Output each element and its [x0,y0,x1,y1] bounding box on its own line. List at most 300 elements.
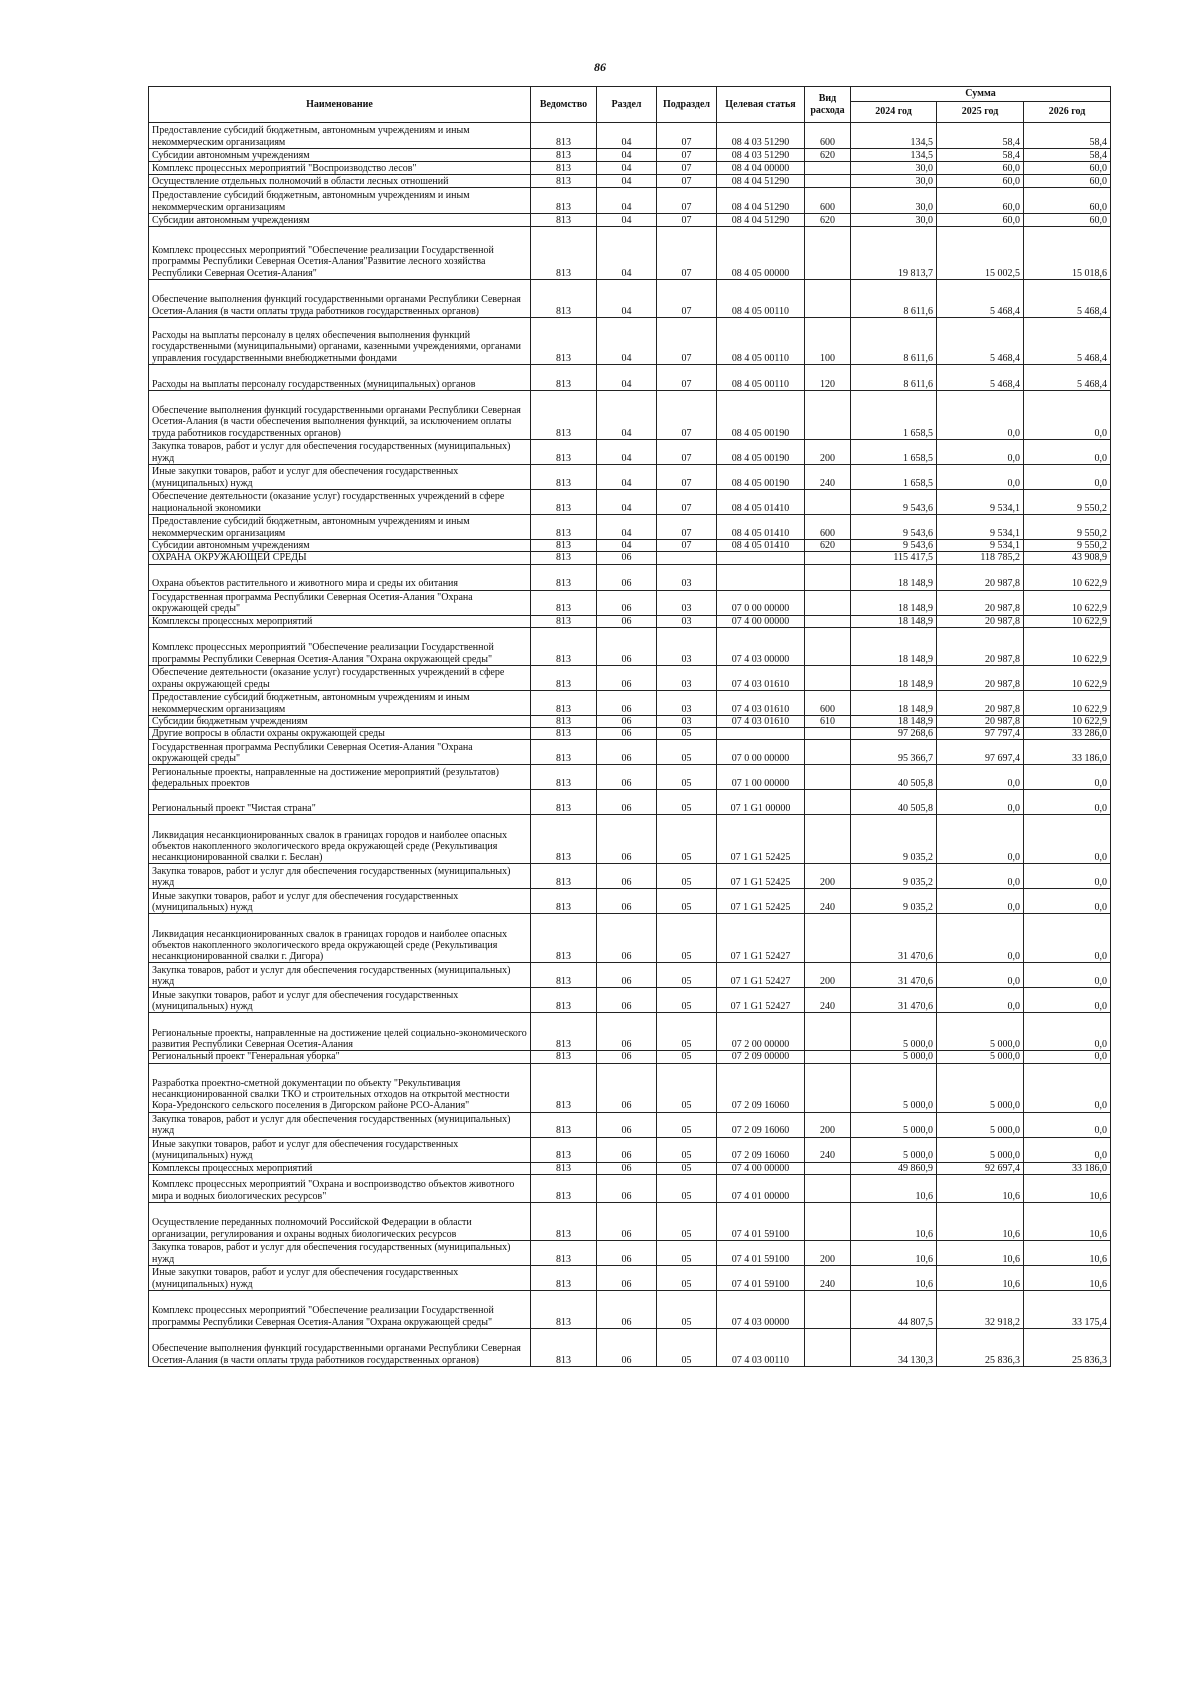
cell-2024: 5 000,0 [851,1051,937,1063]
cell-2025: 9 534,1 [937,515,1024,540]
cell-2026: 10,6 [1024,1241,1111,1266]
table-header [149,87,1111,123]
cell-dept: 813 [531,914,597,963]
cell-name: Иные закупки товаров, работ и услуг для обеспечения государственных (муниципальных) нужд [149,1266,531,1291]
cell-2026: 0,0 [1024,1013,1111,1051]
cell-2024: 49 860,9 [851,1162,937,1174]
cell-2025: 60,0 [937,162,1024,175]
header-dept: Ведомство [531,87,597,123]
table-row [149,540,1111,552]
cell-2024: 31 470,6 [851,963,937,988]
cell-name: Предоставление субсидий бюджетным, автономным учреждениям и иным некоммерческим организациям [149,123,531,149]
cell-2026: 10,6 [1024,1175,1111,1203]
cell-section: 06 [597,963,657,988]
table-row [149,280,1111,318]
cell-2025: 0,0 [937,815,1024,864]
cell-dept: 813 [531,1329,597,1367]
cell-2024: 8 611,6 [851,318,937,365]
cell-type [805,815,851,864]
cell-name: Предоставление субсидий бюджетным, автономным учреждениям и иным некоммерческим организациям [149,188,531,214]
cell-2024: 10,6 [851,1266,937,1291]
cell-subsection: 03 [657,615,717,627]
cell-dept: 813 [531,740,597,765]
cell-subsection: 05 [657,765,717,790]
cell-subsection: 03 [657,690,717,715]
table-row [149,690,1111,715]
cell-subsection: 05 [657,1203,717,1241]
cell-dept: 813 [531,988,597,1013]
cell-section: 04 [597,515,657,540]
cell-section: 06 [597,615,657,627]
cell-2026: 0,0 [1024,1137,1111,1162]
cell-name: Региональные проекты, направленные на достижение мероприятий (результатов) федеральных проектов [149,765,531,790]
cell-name: Ликвидация несанкционированных свалок в границах городов и наиболее опасных объектов накопленного экологического вреда окружающей среде (Рекультивация несанкционированной свалки г. Беслан) [149,815,531,864]
cell-2025: 0,0 [937,914,1024,963]
cell-name: Закупка товаров, работ и услуг для обеспечения государственных (муниципальных) нужд [149,1112,531,1137]
cell-type: 600 [805,515,851,540]
cell-2026: 10,6 [1024,1266,1111,1291]
cell-2025: 9 534,1 [937,540,1024,552]
cell-name: Государственная программа Республики Северная Осетия-Алания "Охрана окружающей среды" [149,740,531,765]
cell-dept: 813 [531,765,597,790]
table-row [149,715,1111,727]
cell-type [805,627,851,665]
cell-type [805,1162,851,1174]
cell-name: Комплекс процессных мероприятий "Обеспечение реализации Государственной программы Республики Северная Осетия-Алания "Охрана окружающей среды" [149,1291,531,1329]
cell-dept: 813 [531,1175,597,1203]
cell-2025: 5 000,0 [937,1063,1024,1112]
cell-section: 06 [597,914,657,963]
cell-2025: 20 987,8 [937,690,1024,715]
cell-section: 06 [597,1203,657,1241]
cell-2025: 20 987,8 [937,564,1024,590]
cell-section: 04 [597,227,657,280]
cell-dept: 813 [531,318,597,365]
cell-type: 240 [805,1137,851,1162]
cell-type [805,1063,851,1112]
table-row [149,790,1111,815]
cell-2026: 60,0 [1024,175,1111,188]
cell-subsection: 05 [657,1137,717,1162]
cell-2025: 20 987,8 [937,715,1024,727]
cell-name: Комплексы процессных мероприятий [149,1162,531,1174]
table-row [149,1051,1111,1063]
table-row [149,440,1111,465]
cell-type: 200 [805,1241,851,1266]
cell-2026: 60,0 [1024,162,1111,175]
cell-dept: 813 [531,214,597,227]
cell-subsection: 05 [657,1013,717,1051]
cell-2024: 9 543,6 [851,515,937,540]
cell-type [805,280,851,318]
cell-2025: 92 697,4 [937,1162,1024,1174]
cell-2026: 0,0 [1024,889,1111,914]
cell-2025: 10,6 [937,1203,1024,1241]
cell-type [805,227,851,280]
cell-2024: 18 148,9 [851,665,937,690]
cell-subsection: 05 [657,1329,717,1367]
cell-name: Осуществление переданных полномочий Российской Федерации в области организации, регулирования и охраны водных биологических ресурсов [149,1203,531,1241]
cell-2025: 15 002,5 [937,227,1024,280]
table-row [149,590,1111,615]
cell-2026: 9 550,2 [1024,515,1111,540]
cell-section: 06 [597,690,657,715]
cell-type [805,615,851,627]
cell-2026: 58,4 [1024,123,1111,149]
cell-target: 07 4 03 01610 [717,665,805,690]
cell-type [805,740,851,765]
cell-2024: 34 130,3 [851,1329,937,1367]
cell-type: 600 [805,123,851,149]
cell-type: 600 [805,690,851,715]
cell-2024: 19 813,7 [851,227,937,280]
cell-2025: 20 987,8 [937,665,1024,690]
table-row [149,490,1111,515]
cell-subsection: 05 [657,1162,717,1174]
cell-section: 04 [597,162,657,175]
cell-name: Обеспечение выполнения функций государственными органами Республики Северная Осетия-Алания (в части оплаты труда работников государственных органов) [149,280,531,318]
cell-2024: 10,6 [851,1241,937,1266]
cell-2026: 5 468,4 [1024,318,1111,365]
cell-type: 200 [805,963,851,988]
cell-dept: 813 [531,1112,597,1137]
cell-2026: 58,4 [1024,149,1111,162]
cell-name: Обеспечение деятельности (оказание услуг) государственных учреждений в сфере охраны окружающей среды [149,665,531,690]
cell-dept: 813 [531,864,597,889]
cell-2026: 0,0 [1024,440,1111,465]
cell-2025: 10,6 [937,1266,1024,1291]
cell-dept: 813 [531,540,597,552]
cell-2024: 5 000,0 [851,1013,937,1051]
table-row [149,1329,1111,1367]
cell-dept: 813 [531,815,597,864]
cell-2024: 40 505,8 [851,790,937,815]
cell-2024: 9 035,2 [851,815,937,864]
cell-target: 07 1 G1 52425 [717,864,805,889]
cell-2025: 58,4 [937,123,1024,149]
cell-target: 07 2 09 16060 [717,1112,805,1137]
cell-section: 06 [597,1137,657,1162]
cell-dept: 813 [531,790,597,815]
cell-type [805,1013,851,1051]
cell-type [805,665,851,690]
header-subsection: Подраздел [657,87,717,123]
cell-type [805,391,851,440]
cell-target [717,564,805,590]
cell-type [805,1175,851,1203]
cell-type: 620 [805,149,851,162]
cell-2026: 10 622,9 [1024,590,1111,615]
cell-target: 08 4 05 00000 [717,227,805,280]
cell-2024: 8 611,6 [851,280,937,318]
cell-type [805,1329,851,1367]
cell-section: 06 [597,790,657,815]
table-row [149,318,1111,365]
cell-2026: 0,0 [1024,765,1111,790]
cell-dept: 813 [531,440,597,465]
cell-dept: 813 [531,1051,597,1063]
cell-2026: 10 622,9 [1024,690,1111,715]
cell-section: 06 [597,1291,657,1329]
table-row [149,815,1111,864]
cell-type: 600 [805,188,851,214]
cell-2024: 30,0 [851,162,937,175]
cell-2026: 33 286,0 [1024,728,1111,740]
cell-section: 06 [597,715,657,727]
cell-2026: 9 550,2 [1024,540,1111,552]
cell-subsection: 07 [657,162,717,175]
cell-2025: 60,0 [937,188,1024,214]
cell-2024: 97 268,6 [851,728,937,740]
cell-target: 07 4 01 00000 [717,1175,805,1203]
cell-section: 06 [597,988,657,1013]
cell-section: 06 [597,1051,657,1063]
cell-subsection: 07 [657,490,717,515]
cell-name: Закупка товаров, работ и услуг для обеспечения государственных (муниципальных) нужд [149,440,531,465]
cell-section: 04 [597,149,657,162]
cell-target: 07 4 00 00000 [717,1162,805,1174]
cell-2025: 0,0 [937,440,1024,465]
cell-subsection: 05 [657,963,717,988]
cell-name: Осуществление отдельных полномочий в области лесных отношений [149,175,531,188]
cell-section: 06 [597,1241,657,1266]
cell-2024: 1 658,5 [851,391,937,440]
table-row [149,515,1111,540]
cell-2026: 0,0 [1024,1051,1111,1063]
cell-section: 04 [597,318,657,365]
cell-2024: 31 470,6 [851,988,937,1013]
cell-dept: 813 [531,1266,597,1291]
cell-target: 07 4 03 00110 [717,1329,805,1367]
cell-section: 06 [597,1162,657,1174]
cell-2025: 10,6 [937,1241,1024,1266]
cell-2025: 5 468,4 [937,365,1024,391]
cell-type [805,552,851,564]
cell-type: 620 [805,214,851,227]
cell-subsection: 07 [657,227,717,280]
cell-target: 07 4 03 00000 [717,1291,805,1329]
cell-target: 07 4 03 01610 [717,715,805,727]
cell-dept: 813 [531,280,597,318]
cell-target: 07 2 09 16060 [717,1137,805,1162]
cell-2024: 40 505,8 [851,765,937,790]
cell-2025: 58,4 [937,149,1024,162]
cell-type [805,1203,851,1241]
cell-dept: 813 [531,1063,597,1112]
cell-name: ОХРАНА ОКРУЖАЮЩЕЙ СРЕДЫ [149,552,531,564]
cell-2026: 0,0 [1024,963,1111,988]
cell-2024: 30,0 [851,175,937,188]
cell-name: Комплекс процессных мероприятий "Обеспечение реализации Государственной программы Республики Северная Осетия-Алания "Охрана окружающей среды" [149,627,531,665]
cell-dept: 813 [531,715,597,727]
cell-target: 08 4 04 51290 [717,214,805,227]
cell-2024: 5 000,0 [851,1063,937,1112]
cell-section: 06 [597,1266,657,1291]
cell-2024: 30,0 [851,188,937,214]
cell-subsection: 03 [657,590,717,615]
cell-name: Субсидии автономным учреждениям [149,149,531,162]
cell-section: 06 [597,815,657,864]
cell-name: Субсидии автономным учреждениям [149,540,531,552]
cell-target: 08 4 03 51290 [717,123,805,149]
cell-dept: 813 [531,175,597,188]
cell-2024: 18 148,9 [851,690,937,715]
cell-2026: 60,0 [1024,188,1111,214]
cell-dept: 813 [531,728,597,740]
table-row [149,1291,1111,1329]
cell-section: 04 [597,490,657,515]
cell-target: 07 4 01 59100 [717,1203,805,1241]
cell-dept: 813 [531,1241,597,1266]
cell-name: Иные закупки товаров, работ и услуг для обеспечения государственных (муниципальных) нужд [149,988,531,1013]
table-row [149,1112,1111,1137]
cell-subsection: 07 [657,280,717,318]
cell-2025: 20 987,8 [937,590,1024,615]
cell-target: 08 4 05 00190 [717,440,805,465]
cell-2024: 5 000,0 [851,1112,937,1137]
cell-target: 07 2 09 00000 [717,1051,805,1063]
cell-2026: 60,0 [1024,214,1111,227]
cell-dept: 813 [531,1137,597,1162]
table-row [149,465,1111,490]
cell-2024: 134,5 [851,123,937,149]
cell-target [717,552,805,564]
cell-type: 200 [805,440,851,465]
table-row [149,963,1111,988]
cell-2024: 9 543,6 [851,490,937,515]
cell-name: Закупка товаров, работ и услуг для обеспечения государственных (муниципальных) нужд [149,1241,531,1266]
cell-2025: 5 000,0 [937,1051,1024,1063]
cell-2026: 10,6 [1024,1203,1111,1241]
cell-subsection: 07 [657,149,717,162]
cell-dept: 813 [531,615,597,627]
cell-2025: 25 836,3 [937,1329,1024,1367]
header-section: Раздел [597,87,657,123]
cell-type: 240 [805,988,851,1013]
cell-2026: 0,0 [1024,914,1111,963]
cell-name: Региональный проект "Генеральная уборка" [149,1051,531,1063]
cell-section: 06 [597,552,657,564]
cell-2026: 0,0 [1024,864,1111,889]
cell-target: 08 4 05 00190 [717,391,805,440]
cell-subsection [657,552,717,564]
cell-subsection: 05 [657,740,717,765]
cell-2026: 0,0 [1024,790,1111,815]
cell-2024: 18 148,9 [851,590,937,615]
cell-2026: 10 622,9 [1024,665,1111,690]
cell-name: Другие вопросы в области охраны окружающей среды [149,728,531,740]
table-row [149,188,1111,214]
cell-name: Охрана объектов растительного и животного мира и среды их обитания [149,564,531,590]
cell-2026: 25 836,3 [1024,1329,1111,1367]
cell-2026: 9 550,2 [1024,490,1111,515]
cell-name: Комплексы процессных мероприятий [149,615,531,627]
cell-target: 07 0 00 00000 [717,740,805,765]
cell-dept: 813 [531,1162,597,1174]
cell-type: 200 [805,864,851,889]
cell-subsection: 07 [657,175,717,188]
cell-2024: 44 807,5 [851,1291,937,1329]
cell-dept: 813 [531,123,597,149]
cell-2026: 0,0 [1024,1063,1111,1112]
cell-name: Региональные проекты, направленные на достижение целей социально-экономического развития Республики Северная Осетия-Алания [149,1013,531,1051]
cell-subsection: 07 [657,540,717,552]
table-row [149,123,1111,149]
cell-subsection: 07 [657,188,717,214]
cell-type: 240 [805,1266,851,1291]
cell-2025: 97 697,4 [937,740,1024,765]
cell-section: 04 [597,175,657,188]
cell-type [805,162,851,175]
cell-section: 06 [597,1013,657,1051]
cell-dept: 813 [531,149,597,162]
cell-name: Субсидии бюджетным учреждениям [149,715,531,727]
cell-dept: 813 [531,391,597,440]
cell-2026: 10 622,9 [1024,715,1111,727]
table-row [149,1175,1111,1203]
cell-2025: 5 000,0 [937,1112,1024,1137]
cell-2025: 5 000,0 [937,1137,1024,1162]
cell-2025: 9 534,1 [937,490,1024,515]
cell-name: Региональный проект "Чистая страна" [149,790,531,815]
cell-type: 240 [805,889,851,914]
cell-name: Иные закупки товаров, работ и услуг для обеспечения государственных (муниципальных) нужд [149,1137,531,1162]
cell-target: 07 1 G1 52427 [717,988,805,1013]
cell-2026: 0,0 [1024,391,1111,440]
cell-subsection: 05 [657,728,717,740]
cell-section: 06 [597,1329,657,1367]
cell-2024: 31 470,6 [851,914,937,963]
cell-target: 08 4 04 51290 [717,188,805,214]
cell-name: Комплекс процессных мероприятий "Воспроизводство лесов" [149,162,531,175]
cell-2025: 0,0 [937,963,1024,988]
cell-2026: 5 468,4 [1024,280,1111,318]
cell-name: Закупка товаров, работ и услуг для обеспечения государственных (муниципальных) нужд [149,963,531,988]
cell-2025: 0,0 [937,988,1024,1013]
cell-dept: 813 [531,963,597,988]
table-row [149,1137,1111,1162]
cell-name: Обеспечение выполнения функций государственными органами Республики Северная Осетия-Алания (в части обеспечения выполнения функций, за исключением оплаты труда работников государственных органов) [149,391,531,440]
cell-subsection: 07 [657,365,717,391]
cell-subsection: 07 [657,214,717,227]
cell-name: Комплекс процессных мероприятий "Охрана и воспроизводство объектов животного мира и водных биологических ресурсов" [149,1175,531,1203]
cell-subsection: 05 [657,889,717,914]
cell-target: 08 4 05 00190 [717,465,805,490]
table-row [149,214,1111,227]
cell-section: 06 [597,728,657,740]
cell-section: 04 [597,465,657,490]
cell-subsection: 05 [657,1266,717,1291]
cell-2024: 18 148,9 [851,715,937,727]
cell-2026: 0,0 [1024,815,1111,864]
cell-target: 07 2 00 00000 [717,1013,805,1051]
table-row [149,1241,1111,1266]
cell-name: Субсидии автономным учреждениям [149,214,531,227]
cell-target: 07 1 G1 52427 [717,963,805,988]
cell-name: Комплекс процессных мероприятий "Обеспечение реализации Государственной программы Республики Северная Осетия-Алания"Развитие лесного хозяйства Республики Северная Осетия-Алания" [149,227,531,280]
cell-subsection: 05 [657,815,717,864]
cell-dept: 813 [531,162,597,175]
cell-dept: 813 [531,627,597,665]
cell-2024: 8 611,6 [851,365,937,391]
cell-target: 07 1 00 00000 [717,765,805,790]
cell-type: 200 [805,1112,851,1137]
cell-target [717,728,805,740]
cell-2025: 0,0 [937,864,1024,889]
cell-section: 04 [597,280,657,318]
cell-name: Государственная программа Республики Северная Осетия-Алания "Охрана окружающей среды" [149,590,531,615]
cell-target: 07 2 09 16060 [717,1063,805,1112]
